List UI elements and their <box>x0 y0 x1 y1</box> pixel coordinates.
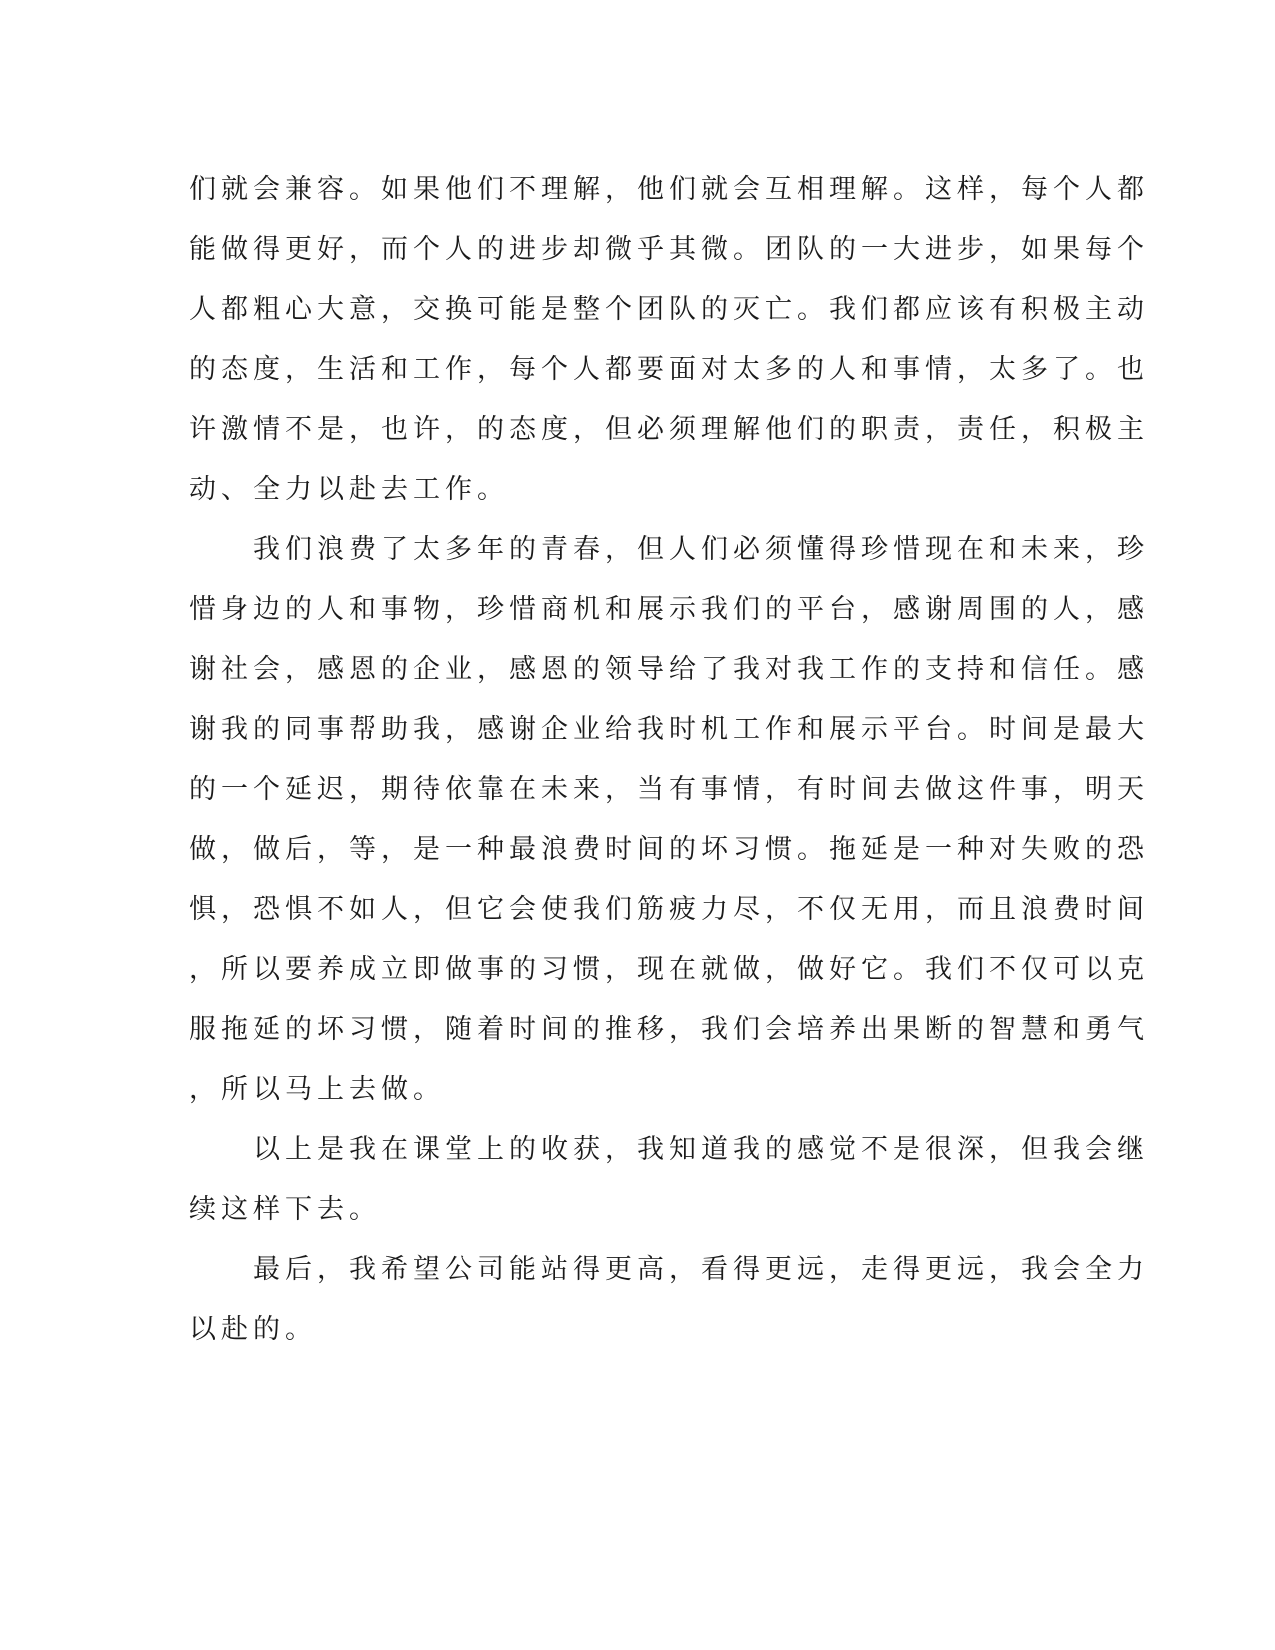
text-line: 最后，我希望公司能站得更高，看得更远，走得更远，我会全力 <box>189 1254 1149 1285</box>
text-line: 惜身边的人和事物，珍惜商机和展示我们的平台，感谢周围的人，感 <box>189 594 1149 625</box>
text-line: 谢社会，感恩的企业，感恩的领导给了我对我工作的支持和信任。感 <box>189 654 1149 685</box>
text-line: 以上是我在课堂上的收获，我知道我的感觉不是很深，但我会继 <box>189 1134 1149 1165</box>
text-line: 们就会兼容。如果他们不理解，他们就会互相理解。这样，每个人都 <box>189 174 1149 205</box>
text-line: 续这样下去。 <box>189 1194 381 1225</box>
text-line: 人都粗心大意，交换可能是整个团队的灭亡。我们都应该有积极主动 <box>189 294 1149 325</box>
document-body <box>189 160 1149 1360</box>
paragraph-4 <box>189 1240 1149 1360</box>
text-line: 我们浪费了太多年的青春，但人们必须懂得珍惜现在和未来，珍 <box>189 534 1149 565</box>
text-line: 做，做后，等，是一种最浪费时间的坏习惯。拖延是一种对失败的恐 <box>189 834 1149 865</box>
paragraph-3 <box>189 1120 1149 1240</box>
text-line: 许激情不是，也许，的态度，但必须理解他们的职责，责任，积极主 <box>189 414 1149 445</box>
text-line: 能做得更好，而个人的进步却微乎其微。团队的一大进步，如果每个 <box>189 234 1149 265</box>
text-line: 的态度，生活和工作，每个人都要面对太多的人和事情，太多了。也 <box>189 354 1149 385</box>
text-line: 的一个延迟，期待依靠在未来，当有事情，有时间去做这件事，明天 <box>189 774 1149 805</box>
text-line: ，所以要养成立即做事的习惯，现在就做，做好它。我们不仅可以克 <box>189 954 1149 985</box>
text-line: 谢我的同事帮助我，感谢企业给我时机工作和展示平台。时间是最大 <box>189 714 1149 745</box>
text-line: 动、全力以赴去工作。 <box>189 474 509 505</box>
text-line: ，所以马上去做。 <box>189 1074 445 1105</box>
text-line: 服拖延的坏习惯，随着时间的推移，我们会培养出果断的智慧和勇气 <box>189 1014 1149 1045</box>
text-line: 以赴的。 <box>189 1314 317 1345</box>
paragraph-2 <box>189 520 1149 1120</box>
paragraph-1 <box>189 160 1149 520</box>
text-line: 惧，恐惧不如人，但它会使我们筋疲力尽，不仅无用，而且浪费时间 <box>189 894 1149 925</box>
